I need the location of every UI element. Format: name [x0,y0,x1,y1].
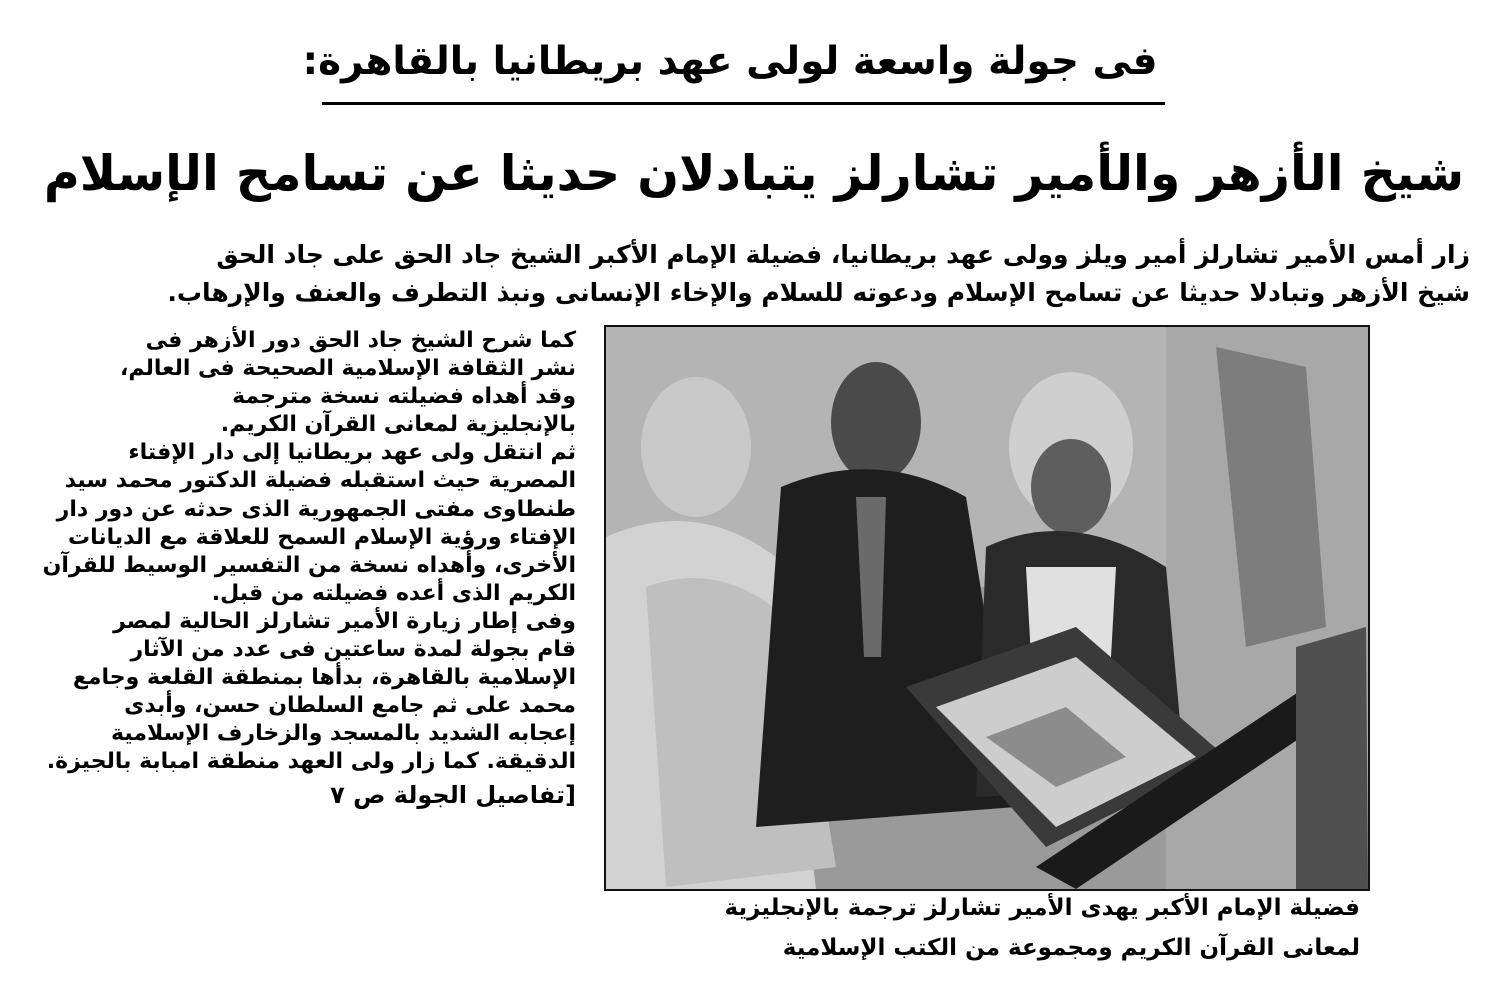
body-line: طنطاوى مفتى الجمهورية الذى حدثه عن دور دار [56,496,576,522]
body-line: الدقيقة. كما زار ولى العهد منطقة امبابة بالجيزة. [46,749,576,775]
caption-line: فضيلة الإمام الأكبر يهدى الأمير تشارلز ترجمة بالإنجليزية [724,895,1360,921]
lead-paragraph [28,236,1470,312]
body-line: الإفتاء ورؤية الإسلام السمح للعلاقة مع الديانات [68,524,576,550]
body-line: الإسلامية بالقاهرة، بدأها بمنطقة القلعة وجامع [72,665,576,691]
body-line: إعجابه الشديد بالمسجد والزخارف الإسلامية [111,721,576,747]
body-line: الكريم الذى أعده فضيلته من قبل. [211,580,576,606]
photo-illustration [606,327,1368,889]
kicker: فى جولة واسعة لولى عهد بريطانيا بالقاهرة: [302,39,1158,84]
body-line: كما شرح الشيخ جاد الحق دور الأزهر فى [145,328,576,353]
body-line: بالإنجليزية لمعانى القرآن الكريم. [220,412,576,438]
caption-line: لمعانى القرآن الكريم ومجموعة من الكتب الإسلامية [782,935,1360,961]
kicker-rule [322,102,1165,105]
body-line: وفى إطار زيارة الأمير تشارلز الحالية لمصر [113,608,576,634]
continuation-reference: [تفاصيل الجولة ص ٧ [330,780,576,809]
body-line: ثم انتقل ولى عهد بريطانيا إلى دار الإفتاء [128,440,576,466]
lead-line: شيخ الأزهر وتبادلا حديثا عن تسامح الإسلام ودعوته للسلام والإخاء الإنسانى ونبذ التطرف والعنف والإرهاب. [167,278,1470,307]
body-line: قام بجولة لمدة ساعتين فى عدد من الآثار [130,637,576,663]
body-line: الأخرى، وأهداه نسخة من التفسير الوسيط للقرآن [42,552,576,578]
news-photo [604,325,1370,891]
body-column [28,327,576,809]
lead-line: زار أمس الأمير تشارلز أمير ويلز وولى عهد بريطانيا، فضيلة الإمام الأكبر الشيخ جاد الحق على جاد الحق [216,240,1470,269]
body-line: نشر الثقافة الإسلامية الصحيحة فى العالم، [120,356,576,382]
body-line: محمد على ثم جامع السلطان حسن، وأبدى [124,693,576,719]
photo-caption [600,888,1360,968]
body-line: المصرية حيث استقبله فضيلة الدكتور محمد سيد [64,468,576,494]
headline: شيخ الأزهر والأمير تشارلز يتبادلان حديثا عن تسامح الإسلام [43,145,1465,202]
body-line: وقد أهداه فضيلته نسخة مترجمة [232,384,576,410]
